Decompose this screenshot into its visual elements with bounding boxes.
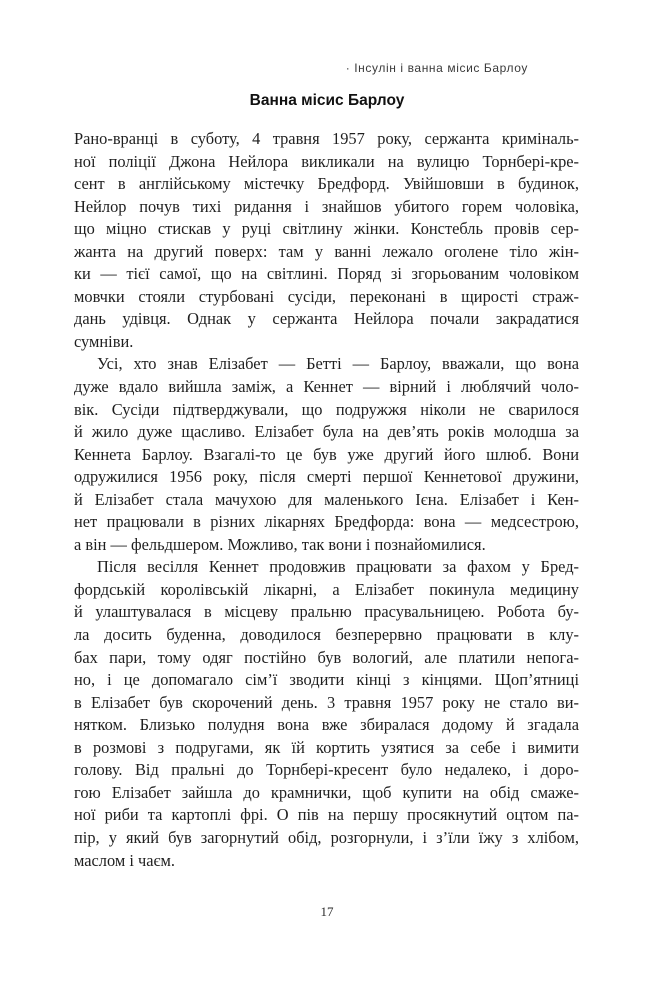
text-line: Нейлор почув тихі ридання і знайшов убитого горем чоловіка, — [74, 196, 579, 216]
text-line: нет працювали в різних лікарнях Бредфорда: вона — медсестрою, — [74, 512, 579, 532]
text-line: й жило дуже щасливо. Елізабет була на дев’ять років молодша за — [74, 422, 579, 442]
text-line: сент в англійському містечку Бредфорд. Увійшовши в будинок, — [74, 174, 579, 194]
text-line: нятком. Близько полудня вона вже збиралася додому й згадала — [74, 715, 579, 735]
text-line: Кеннета Барлоу. Взагалі-то це був уже другий його шлюб. Вони — [74, 444, 579, 464]
text-line: Рано-вранці в суботу, 4 травня 1957 року, сержанта криміналь- — [74, 129, 579, 148]
running-header: · Інсулін і ванна місис Барлоу — [345, 61, 528, 75]
text-line: жанта на другий поверх: там у ванні лежало оголене тіло жін- — [74, 241, 579, 261]
text-line: пір, у який був загорнутий обід, розгорнули, і з’їли їжу з хлібом, — [74, 827, 579, 847]
text-line: фордській королівській лікарні, а Елізабет покинула медицину — [74, 579, 579, 599]
text-line: Після весілля Кеннет продовжив працювати за фахом у Бред- — [97, 557, 579, 577]
text-line: ної риби та картоплі фрі. О пів на першу просякнутий оцтом па- — [74, 805, 579, 825]
text-line: ки — тієї самої, що на світлині. Поряд зі згорьованим чоловіком — [74, 264, 579, 284]
text-line: голову. Від пральні до Торнбері-кресент було недалеко, і доро- — [74, 760, 579, 780]
page-number: 17 — [320, 904, 334, 919]
text-line: дуже вдало вийшла заміж, а Кеннет — вірний і люблячий чоло- — [74, 377, 579, 397]
text-line: що міцно стискав у руці світлину жінки. Констебль провів сер- — [74, 219, 579, 239]
text-line: ла досить буденна, доводилося безперервно працювати в клу- — [74, 625, 579, 645]
text-line: а він — фельдшером. Можливо, так вони і познайомилися. — [74, 534, 486, 554]
chapter-title: Ванна місис Барлоу — [249, 92, 405, 109]
text-line: вік. Сусіди підтверджували, що подружжя ніколи не сварилося — [74, 399, 579, 419]
text-line: в Елізабет був скорочений день. 3 травня 1957 року не стало ви- — [74, 692, 579, 712]
text-line: дань удівця. Однак у сержанта Нейлора почали закрадатися — [74, 309, 579, 329]
text-line: одружилися 1956 року, після смерті першої Кеннетової дружини, — [74, 467, 579, 487]
text-line: но, і це допомагало сім’ї зводити кінці з кінцями. Щоп’ятниці — [74, 670, 579, 690]
text-line: Усі, хто знав Елізабет — Бетті — Барлоу, вважали, що вона — [97, 354, 579, 374]
text-line: сумніви. — [74, 331, 134, 351]
text-line: й улаштувалася в місцеву пральню прасувальницею. Робота бу- — [74, 602, 579, 622]
text-line: мовчки стояли стурбовані сусіди, переконані в щирості страж- — [74, 286, 579, 306]
text-line: бах пари, тому одяг постійно був вологий, але платили непога- — [74, 647, 579, 667]
text-line: гою Елізабет зайшла до крамнички, щоб купити на обід смаже- — [74, 782, 579, 802]
text-line: ної поліції Джона Нейлора викликали на вулицю Торнбері-кре- — [74, 151, 579, 171]
text-line: маслом і чаєм. — [74, 850, 176, 870]
text-line: в розмові з подругами, як їй кортить узятися за себе і вимити — [74, 737, 579, 757]
body-text — [74, 128, 579, 872]
text-line: й Елізабет стала мачухою для маленького Ієна. Елізабет і Кен- — [74, 489, 579, 509]
